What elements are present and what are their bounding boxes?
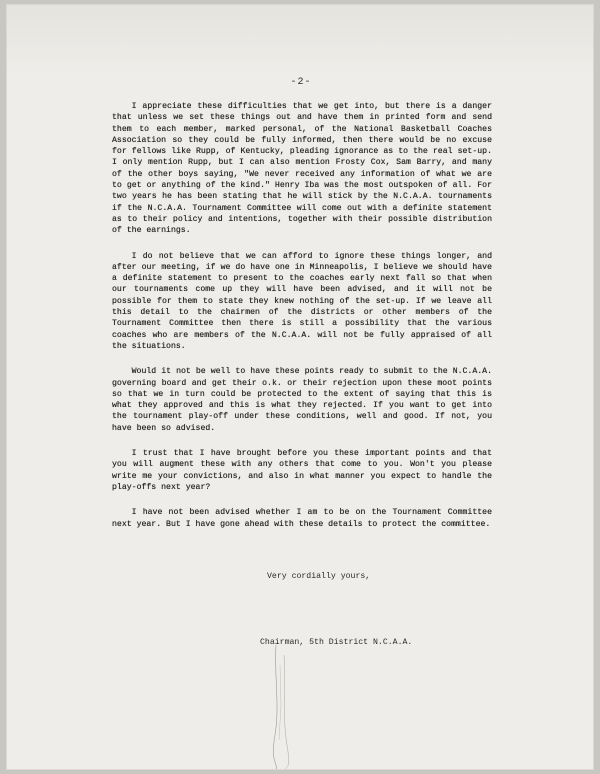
letter-body [112,101,492,544]
paragraph-1: I appreciate these difficulties that we get into, but there is a danger that unless we set these things out and have them in printed form and send them to each member, marked personal, of the National Basketball Coaches Association so they could be fully informed, then there would be no excuse for fellows like Rupp, of Kentucky, pleading ignorance as to the real set-up. I only mention Rupp, but I can also mention Frosty Cox, Sam Barry, and many of the other boys saying, "We never received any information of what we are to get or anything of the kind." Henry Iba was the most outspoken of all. For two years he has been stating that he will stick by the N.C.A.A. tournaments if the N.C.A.A. Tournament Committee will come out with a definite statement as to their policy and intentions, together with their possible distribution of the earnings. [112,102,492,236]
bleed-through-shadow [7,5,593,75]
paragraph-4: I trust that I have brought before you these important points and that you will augment these with any others that come to you. Won't you please write me your convictions, and also in what manner you expect to handle the play-offs next year? [112,449,492,492]
signature-line: Chairman, 5th District N.C.A.A. [260,638,413,647]
complimentary-close: Very cordially yours, [267,572,371,581]
paragraph-3: Would it not be well to have these points ready to submit to the N.C.A.A. governing board and get their o.k. or their rejection upon these moot points so that we in turn could be protected to the extent of saying that this is what they approved and this is what they rejected. If you want to get into the tournament play-off under these conditions, well and good. If not, you have been so advised. [112,367,492,433]
letter-page [6,4,594,770]
page-number: -2- [290,77,312,88]
paragraph-5: I have not been advised whether I am to be on the Tournament Committee next year. But I have gone ahead with these details to protect the committee. [112,508,492,529]
paper-crease-marks [262,645,302,770]
paragraph-2: I do not believe that we can afford to ignore these things longer, and after our meeting, if we do have one in Minneapolis, I believe we should have a definite statement to present to the coaches early next fall so that when our tournaments come up they will have been advised, and it will not be possible for them to state they knew nothing of the set-up. If we leave all this detail to the chairmen of the districts or other members of the Tournament Committee then there is still a possibility that the various coaches who are members of the N.C.A.A. will not be fully appraised of all the situations. [112,251,492,351]
